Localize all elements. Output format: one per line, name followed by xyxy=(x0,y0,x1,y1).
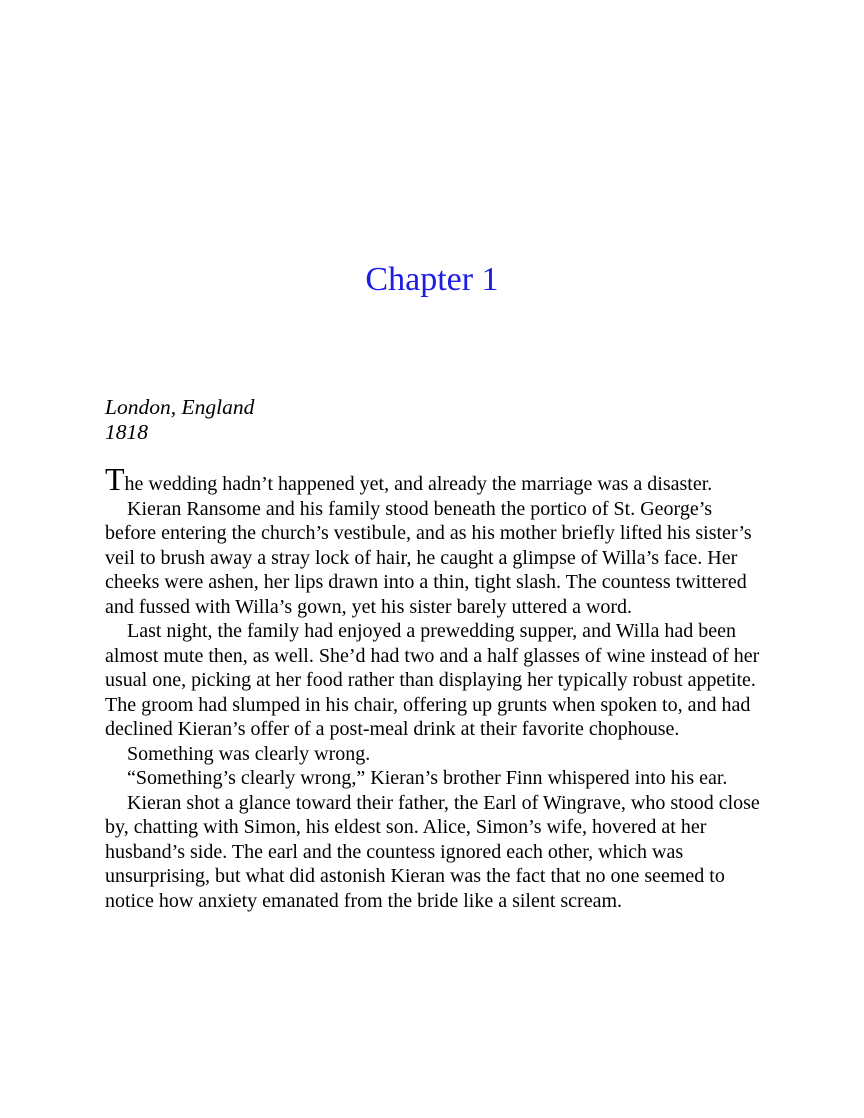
paragraph: The wedding hadn’t happened yet, and already the marriage was a disaster. xyxy=(105,461,713,497)
paragraph: “Something’s clearly wrong,” Kieran’s brother Finn whispered into his ear. xyxy=(127,767,728,789)
paragraph: Kieran Ransome and his family stood beneath the portico of St. George’s before entering the church’s vestibule, and as his mother briefly lifted his sister’s veil to brush away a stray lock of hair, he caught a glimpse of Willa’s face. Her cheeks were ashen, her lips drawn into a thin, tight slash. The countess twittered and fussed with Willa’s gown, yet his sister barely uttered a word. xyxy=(105,497,752,618)
chapter-title: Chapter 1 xyxy=(365,261,499,298)
paragraph: Something was clearly wrong. xyxy=(127,742,371,765)
scene-setting xyxy=(105,395,760,445)
body-text xyxy=(105,461,760,913)
scene-year: 1818 xyxy=(105,420,148,444)
drop-cap: T xyxy=(105,461,125,497)
scene-location: London, England xyxy=(105,395,255,419)
paragraph: Last night, the family had enjoyed a prewedding supper, and Willa had been almost mute then, as well. She’d had two and a half glasses of wine instead of her usual one, picking at her food rather than displaying her typically robust appetite. The groom had slumped in his chair, offering up grunts when spoken to, and had declined Kieran’s offer of a post-meal drink at their favorite chophouse. xyxy=(105,620,760,740)
paragraph: Kieran shot a glance toward their father, the Earl of Wingrave, who stood close by, chatting with Simon, his eldest son. Alice, Simon’s wife, hovered at her husband’s side. The earl and the countess ignored each other, which was unsurprising, but what did astonish Kieran was the fact that no one seemed to notice how anxiety emanated from the bride like a silent scream. xyxy=(105,791,760,912)
